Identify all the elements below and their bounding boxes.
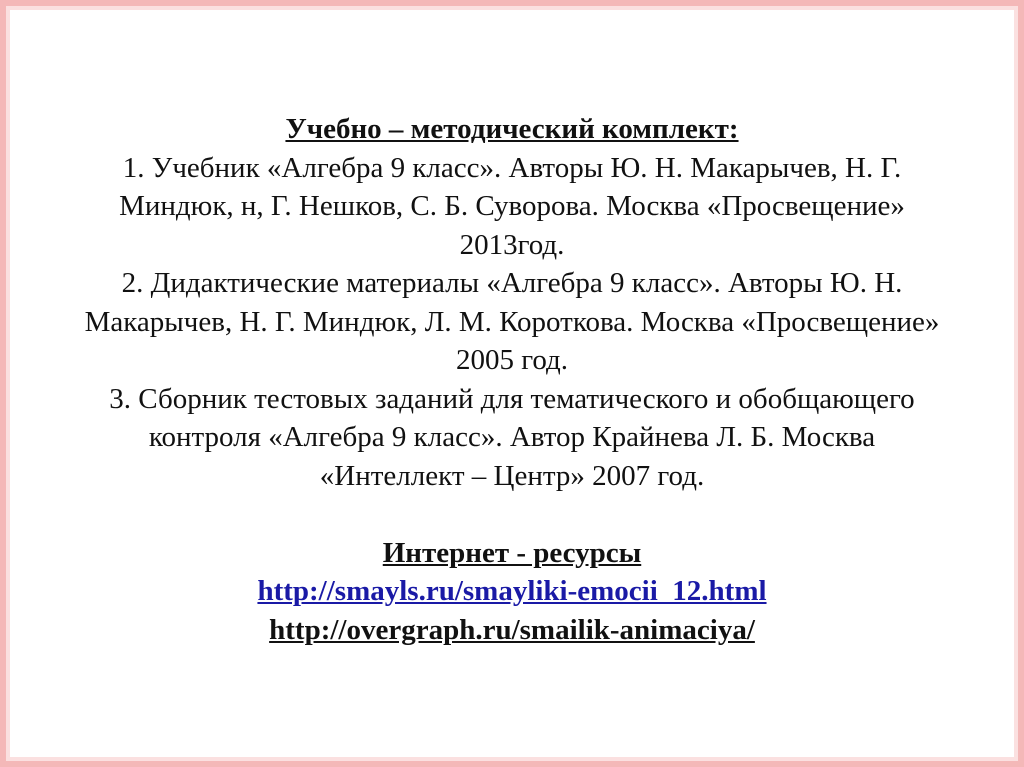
- kit-item-2-line-3: 2005 год.: [455, 344, 569, 376]
- kit-item-3-line-2: контроля «Алгебра 9 класс». Автор Крайнева Л. Б. Москва: [148, 421, 876, 453]
- resource-link-overgraph[interactable]: http://overgraph.ru/smailik-animaciya/: [269, 613, 755, 646]
- kit-item-3-line-1: 3. Сборник тестовых заданий для тематического и обобщающего: [109, 382, 915, 415]
- section-spacer: [6, 495, 1018, 534]
- kit-item-1-line-1: 1. Учебник «Алгебра 9 класс». Авторы Ю. Н. Макарычев, Н. Г.: [122, 151, 902, 184]
- kit-item-1-line-3: 2013год.: [459, 228, 565, 261]
- kit-item-2: [6, 264, 1018, 380]
- kit-item-3-line-3: «Интеллект – Центр» 2007 год.: [319, 459, 705, 492]
- slide-content: [6, 110, 1018, 649]
- kit-item-3: [6, 380, 1018, 496]
- resource-link-smayls[interactable]: http://smayls.ru/smayliki-emocii_12.html: [257, 575, 767, 607]
- kit-heading: Учебно – методический комплект:: [285, 113, 739, 145]
- kit-item-1-line-2: Миндюк, н, Г. Нешков, С. Б. Суворова. Москва «Просвещение»: [119, 190, 905, 222]
- kit-item-1: [6, 149, 1018, 265]
- kit-item-2-line-2: Макарычев, Н. Г. Миндюк, Л. М. Короткова. Москва «Просвещение»: [84, 305, 940, 338]
- kit-item-2-line-1: 2. Дидактические материалы «Алгебра 9 класс». Авторы Ю. Н.: [121, 267, 903, 299]
- resources-heading: Интернет - ресурсы: [382, 536, 642, 569]
